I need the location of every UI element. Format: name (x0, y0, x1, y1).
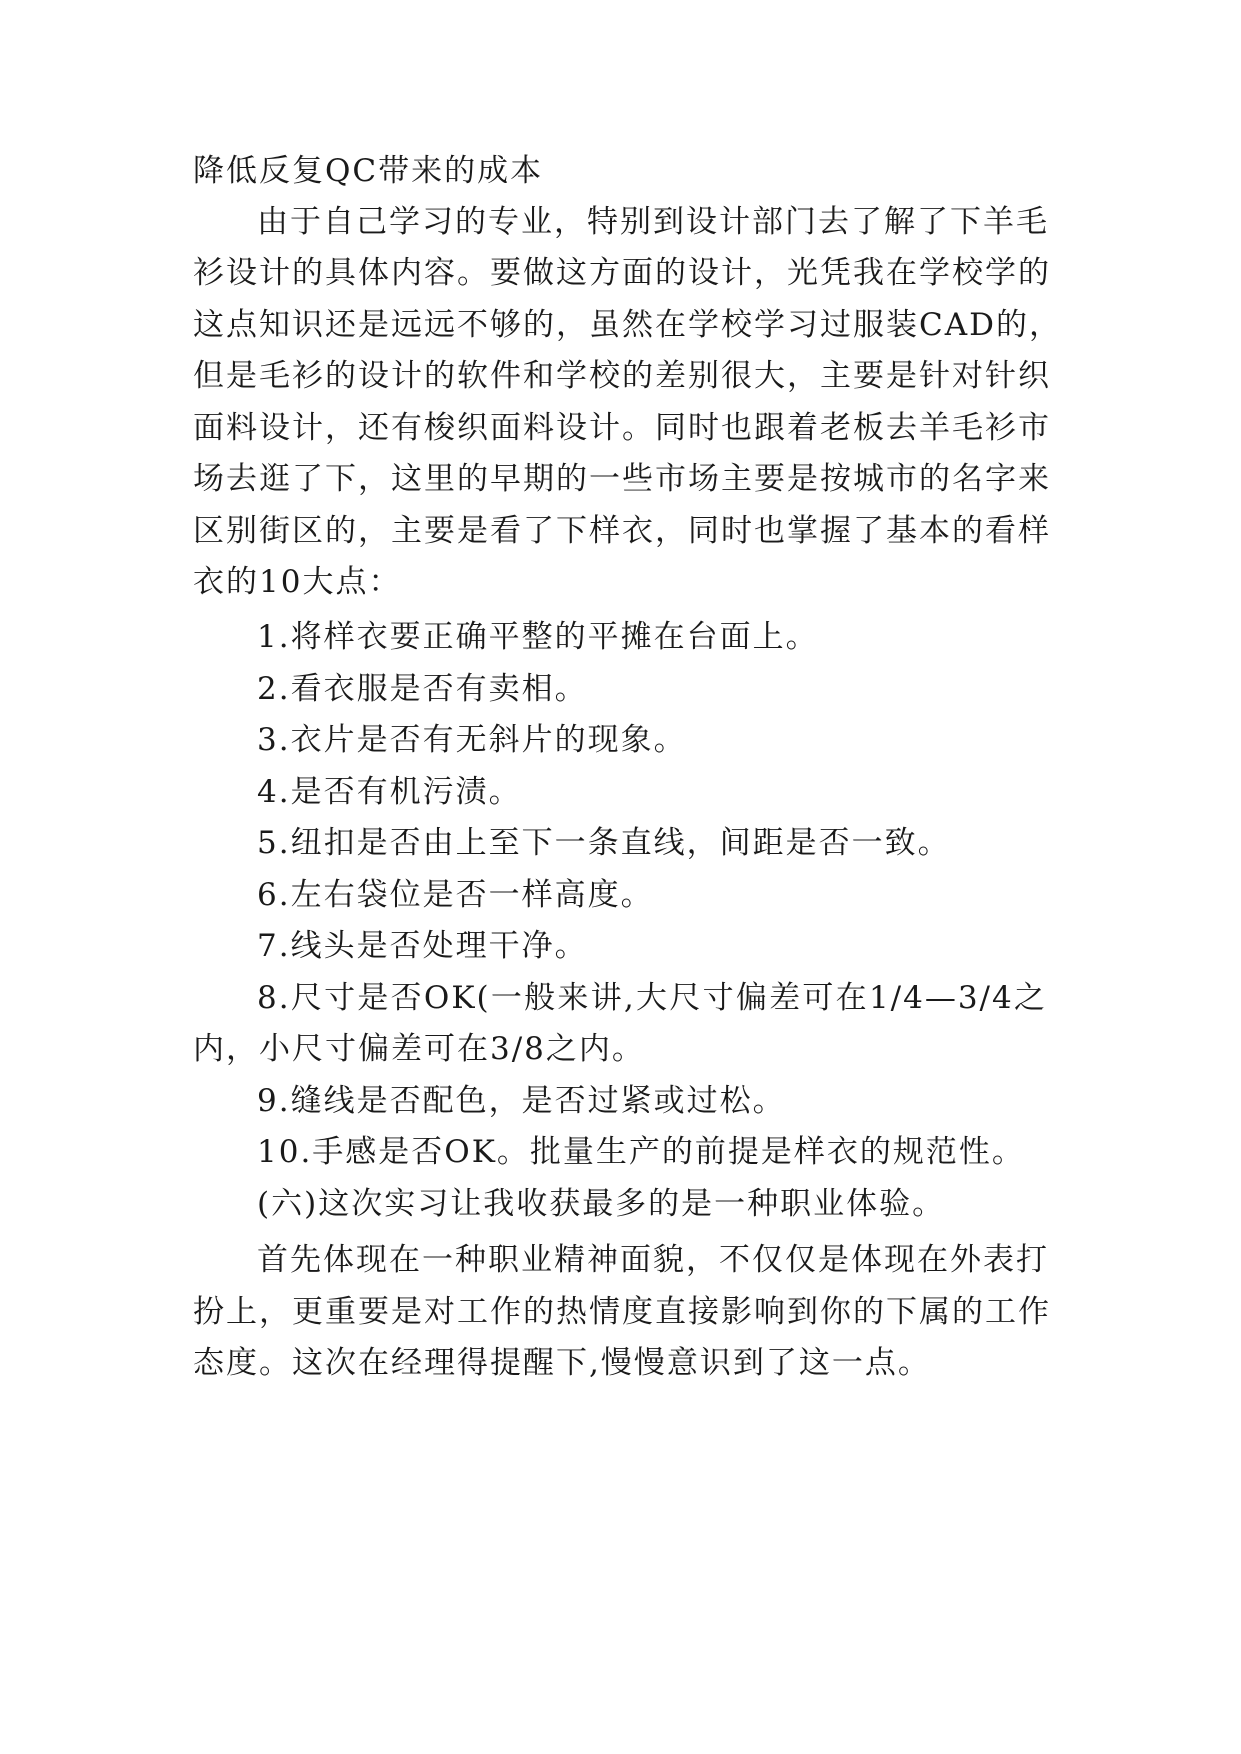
paragraph-line: 衫设计的具体内容。要做这方面的设计，光凭我在学校学的 (193, 255, 1051, 291)
list-item: 1.将样衣要正确平整的平摊在台面上。 (257, 619, 819, 655)
list-item: 8.尺寸是否OK(一般来讲,大尺寸偏差可在1/4—3/4之 (257, 980, 1047, 1016)
list-item: 6.左右袋位是否一样高度。 (257, 877, 654, 913)
list-item: 5.纽扣是否由上至下一条直线，间距是否一致。 (257, 825, 951, 861)
paragraph-line: 态度。这次在经理得提醒下,慢慢意识到了这一点。 (193, 1345, 931, 1381)
paragraph-line: 这点知识还是远远不够的，虽然在学校学习过服装CAD的， (193, 307, 1062, 343)
paragraph-line: 衣的10大点： (193, 564, 402, 600)
paragraph-line: 由于自己学习的专业，特别到设计部门去了解了下羊毛 (257, 204, 1049, 240)
list-item: 2.看衣服是否有卖相。 (257, 671, 588, 707)
paragraph-line: 首先体现在一种职业精神面貌，不仅仅是体现在外表打 (257, 1242, 1049, 1278)
paragraph-line: 场去逛了下，这里的早期的一些市场主要是按城市的名字来 (193, 461, 1051, 497)
list-item: 7.线头是否处理干净。 (257, 928, 588, 964)
paragraph-line: 区别街区的，主要是看了下样衣，同时也掌握了基本的看样 (193, 513, 1051, 549)
list-item-continuation: 内，小尺寸偏差可在3/8之内。 (193, 1031, 645, 1067)
list-item: 9.缝线是否配色，是否过紧或过松。 (257, 1083, 786, 1119)
list-item: 3.衣片是否有无斜片的现象。 (257, 722, 687, 758)
list-item: 4.是否有机污渍。 (257, 774, 522, 810)
list-item: 10.手感是否OK。批量生产的前提是样衣的规范性。 (257, 1134, 1025, 1170)
section-heading: (六)这次实习让我收获最多的是一种职业体验。 (257, 1186, 946, 1222)
text-line: 降低反复QC带来的成本 (193, 153, 544, 189)
paragraph-line: 扮上，更重要是对工作的热情度直接影响到你的下属的工作 (193, 1294, 1051, 1330)
paragraph-line: 面料设计，还有梭织面料设计。同时也跟着老板去羊毛衫市 (193, 410, 1051, 446)
paragraph-line: 但是毛衫的设计的软件和学校的差别很大，主要是针对针织 (193, 358, 1051, 394)
